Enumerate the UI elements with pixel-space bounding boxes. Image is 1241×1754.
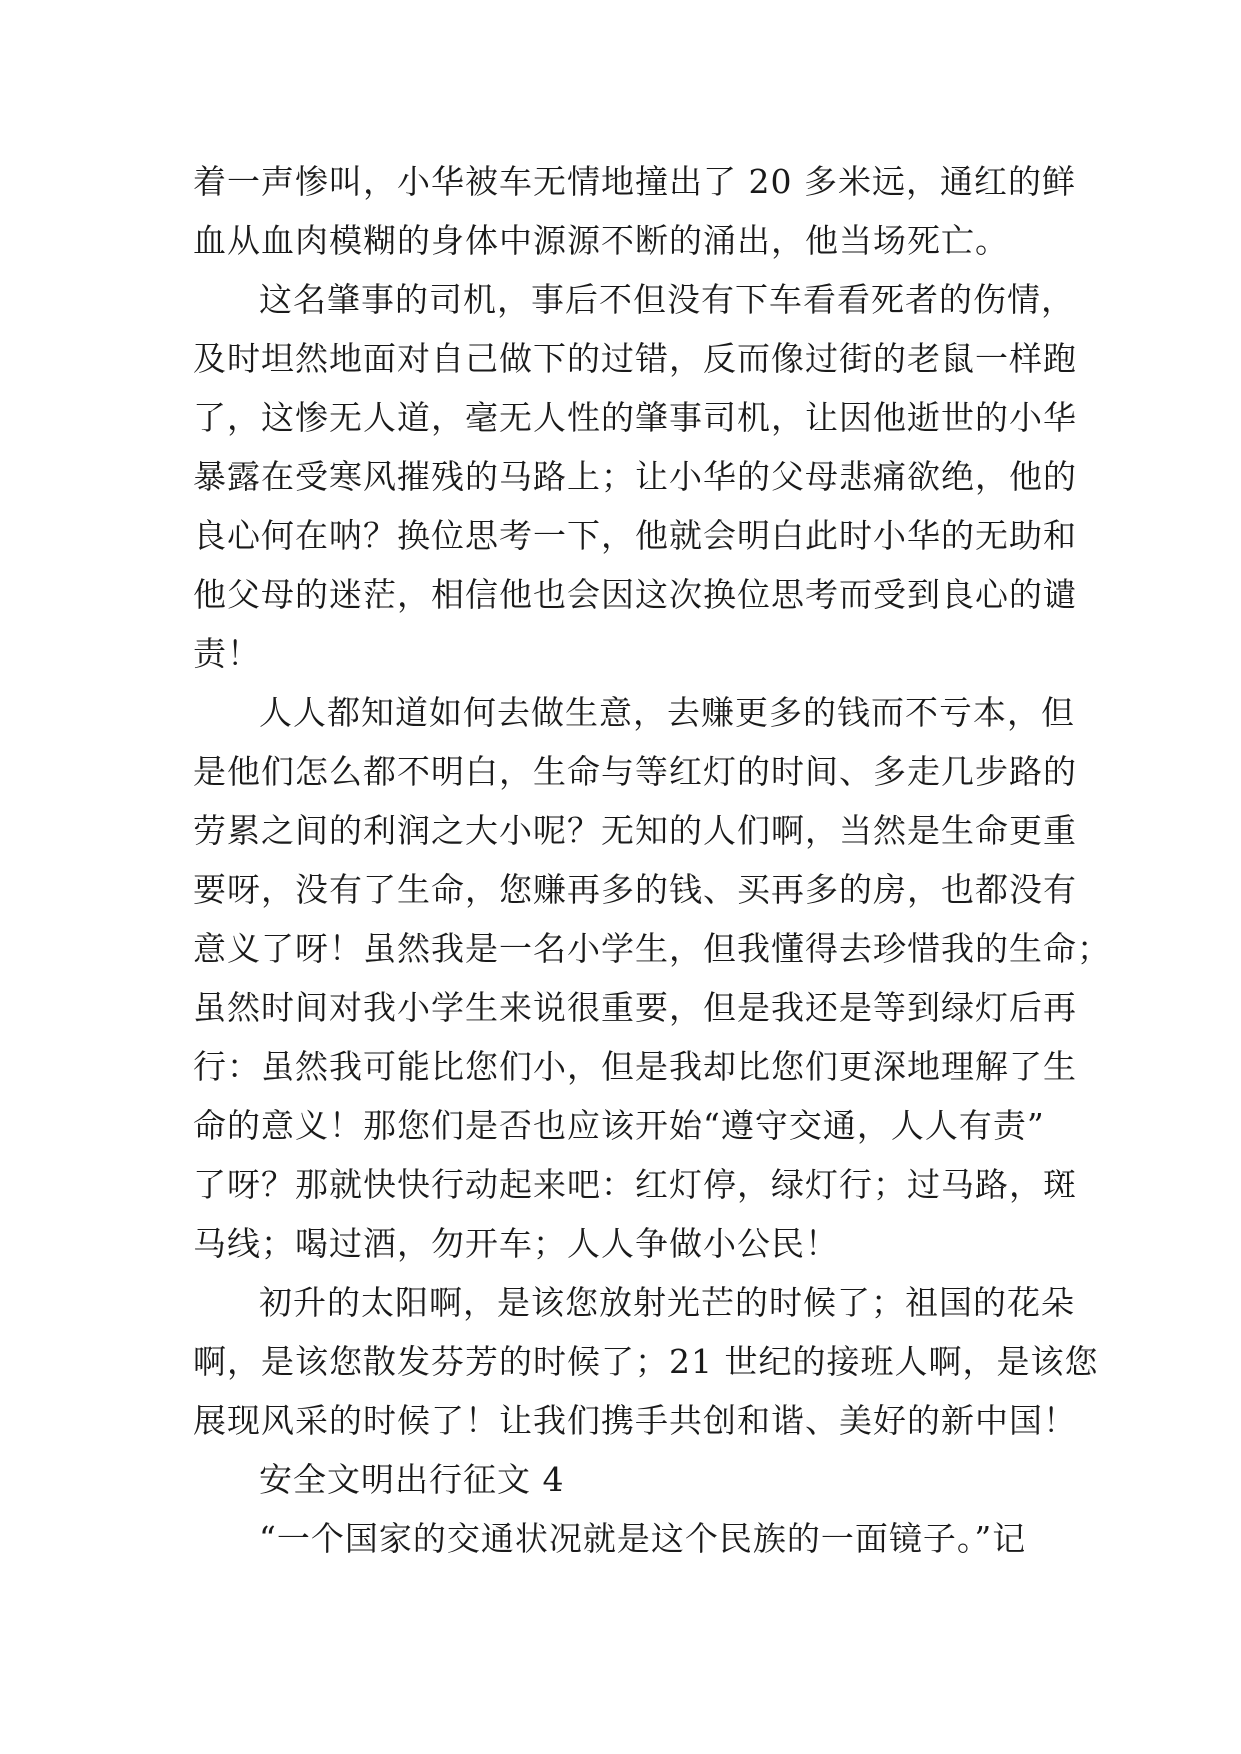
- paragraph-start-line: 这名肇事的司机，事后不但没有下车看看死者的伤情，: [259, 280, 1075, 319]
- paragraph-start-line: “一个国家的交通状况就是这个民族的一面镜子。”记: [259, 1519, 1027, 1558]
- text-line: 了呀？那就快快行动起来吧：红灯停，绿灯行；过马路，斑: [193, 1165, 1077, 1204]
- paragraph-start-line: 初升的太阳啊，是该您放射光芒的时候了；祖国的花朵: [259, 1283, 1075, 1322]
- text-line: 啊，是该您散发芬芳的时候了；21 世纪的接班人啊，是该您: [193, 1342, 1099, 1381]
- text-line: 良心何在呐？换位思考一下，他就会明白此时小华的无助和: [193, 516, 1077, 555]
- text-line: 展现风采的时候了！让我们携手共创和谐、美好的新中国！: [193, 1401, 1077, 1440]
- text-line: 虽然时间对我小学生来说很重要，但是我还是等到绿灯后再: [193, 988, 1077, 1027]
- text-line: 着一声惨叫，小华被车无情地撞出了 20 多米远，通红的鲜: [193, 162, 1076, 201]
- text-line: 命的意义！那您们是否也应该开始“遵守交通，人人有责”: [193, 1106, 1045, 1145]
- text-line: 血从血肉模糊的身体中源源不断的涌出，他当场死亡。: [193, 221, 1009, 260]
- text-line: 行：虽然我可能比您们小，但是我却比您们更深地理解了生: [193, 1047, 1077, 1086]
- text-line: 马线；喝过酒，勿开车；人人争做小公民！: [193, 1224, 839, 1263]
- text-line: 他父母的迷茫，相信他也会因这次换位思考而受到良心的谴: [193, 575, 1077, 614]
- text-line: 了，这惨无人道，毫无人性的肇事司机，让因他逝世的小华: [193, 398, 1077, 437]
- text-line: 责！: [193, 634, 261, 673]
- document-body: [193, 152, 1111, 1568]
- text-line: 劳累之间的利润之大小呢？无知的人们啊，当然是生命更重: [193, 811, 1077, 850]
- text-line: 要呀，没有了生命，您赚再多的钱、买再多的房，也都没有: [193, 870, 1077, 909]
- text-line: 及时坦然地面对自己做下的过错，反而像过街的老鼠一样跑: [193, 339, 1077, 378]
- text-line: 暴露在受寒风摧残的马路上；让小华的父母悲痛欲绝，他的: [193, 457, 1077, 496]
- section-heading: 安全文明出行征文 4: [259, 1460, 565, 1499]
- text-line: 是他们怎么都不明白，生命与等红灯的时间、多走几步路的: [193, 752, 1077, 791]
- text-line: 意义了呀！虽然我是一名小学生，但我懂得去珍惜我的生命；: [193, 929, 1111, 968]
- paragraph-start-line: 人人都知道如何去做生意，去赚更多的钱而不亏本，但: [259, 693, 1075, 732]
